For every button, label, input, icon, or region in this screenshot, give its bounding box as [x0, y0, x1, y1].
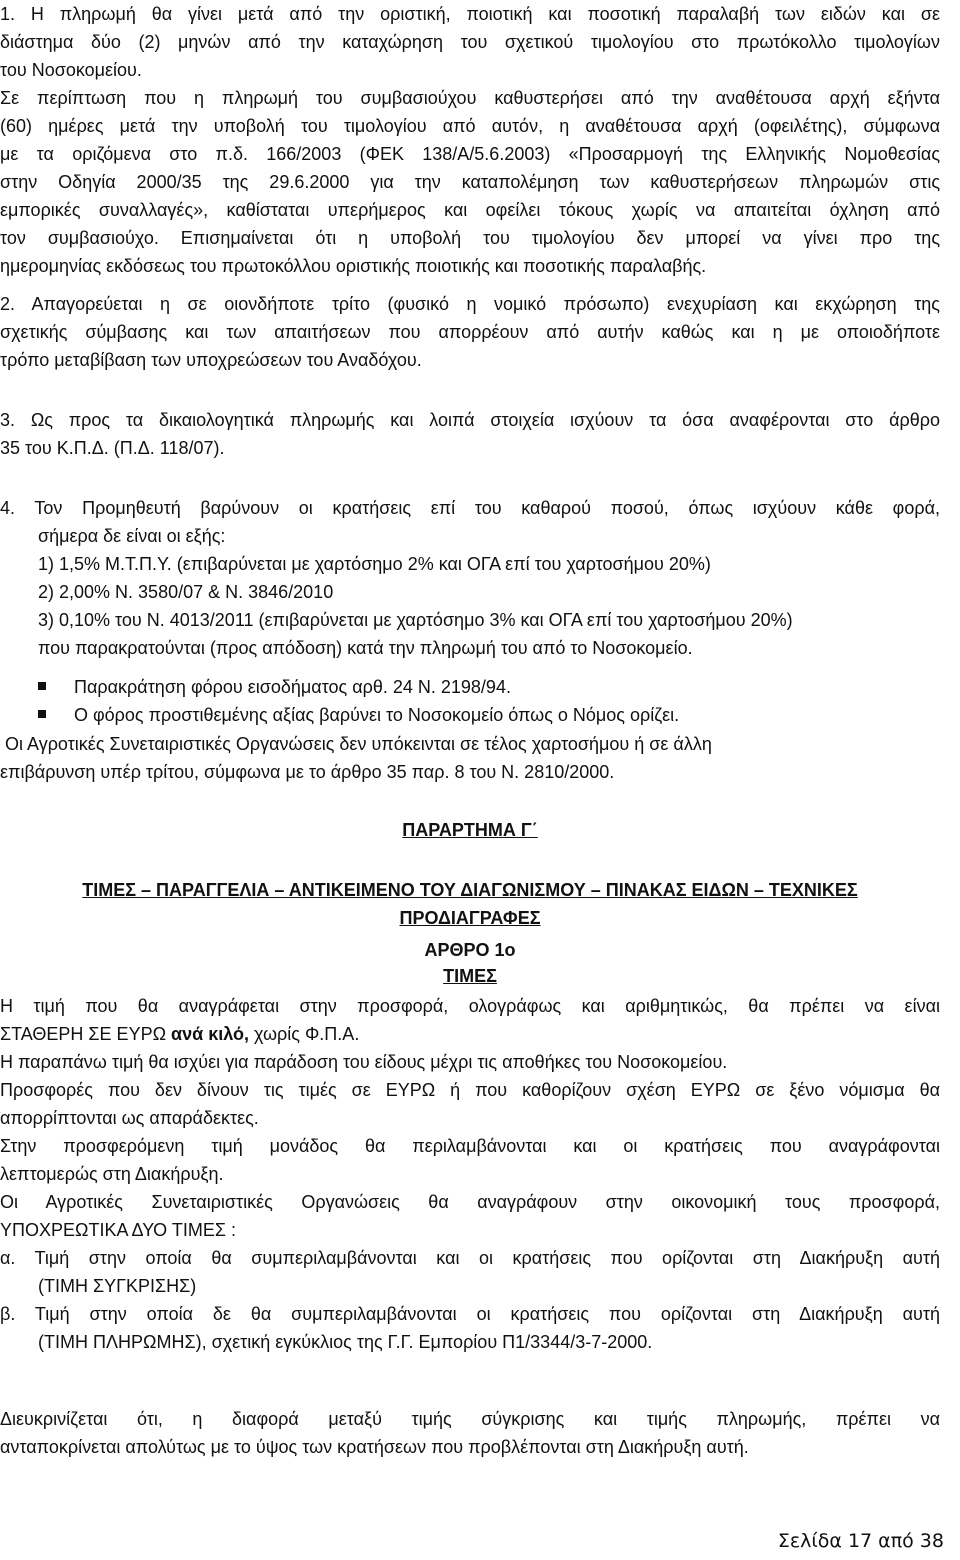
text-line: του Νοσοκομείου.	[0, 60, 142, 80]
text-line: 4. Τον Προμηθευτή βαρύνουν οι κρατήσεις επί του καθαρού ποσού, όπως ισχύουν κάθε φορά,	[0, 498, 940, 518]
annex-subtitle-line: ΤΙΜΕΣ – ΠΑΡΑΓΓΕΛΙΑ – ΑΝΤΙΚΕΙΜΕΝΟ ΤΟΥ ΔΙΑΓΩΝΙΣΜΟΥ – ΠΙΝΑΚΑΣ ΕΙΔΩΝ – ΤΕΧΝΙΚΕΣ	[82, 880, 858, 900]
page-number: Σελίδα 17 από 38	[777, 1530, 944, 1552]
text-line: 35 του Κ.Π.Δ. (Π.Δ. 118/07).	[0, 438, 225, 458]
text-line: στην Οδηγία 2000/35 της 29.6.2000 για την καταπολέμηση των καθυστερήσεων πληρωμών στις	[0, 172, 940, 192]
text-line	[0, 1020, 940, 1048]
square-bullet-icon	[38, 710, 46, 718]
text-line: Προσφορές που δεν δίνουν τις τιμές σε ΕΥΡΩ ή που καθορίζουν σχέση ΕΥΡΩ σε ξένο νόμισμα θα	[0, 1080, 940, 1100]
text-line: Στην προσφερόμενη τιμή μονάδος θα περιλαμβάνονται και οι κρατήσεις που αναγράφονται	[0, 1136, 940, 1156]
deductions-paragraph	[0, 494, 940, 662]
text-line: 1. Η πληρωμή θα γίνει μετά από την οριστική, ποιοτική και ποσοτική παραλαβή των ειδών και σε	[0, 4, 940, 24]
annex-subtitle	[0, 876, 940, 932]
text-line: διάστημα δύο (2) μηνών από την καταχώρηση του σχετικού τιμολογίου στο πρωτόκολλο τιμολογίων	[0, 32, 940, 52]
payment-documents-paragraph	[0, 406, 940, 462]
text-line: εμπορικές συναλλαγές», καθίσταται υπερήμερος και οφείλει τόκους χωρίς να απαιτείται όχληση από	[0, 200, 940, 220]
deduction-item: που παρακρατούνται (προς απόδοση) κατά την πληρωμή του από το Νοσοκομείο.	[38, 638, 693, 658]
text-line: σχετικής σύμβασης και των απαιτήσεων που απορρέουν από αυτήν καθώς και η με οποιοδήποτε	[0, 322, 940, 342]
article-heading: ΑΡΘΡΟ 1ο	[424, 940, 516, 960]
text-fragment: ΣΤΑΘΕΡΗ ΣΕ ΕΥΡΩ	[0, 1024, 172, 1044]
deduction-item: 3) 0,10% του Ν. 4013/2011 (επιβαρύνεται με χαρτόσημο 3% και ΟΓΑ επί του χαρτοσήμου 20%)	[38, 610, 793, 630]
bullet-text: Ο φόρος προστιθεμένης αξίας βαρύνει το Νοσοκομείο όπως ο Νόμος ορίζει.	[74, 705, 680, 725]
article-title: ΤΙΜΕΣ	[443, 966, 497, 986]
text-line: Η παραπάνω τιμή θα ισχύει για παράδοση του είδους μέχρι τις αποθήκες του Νοσοκομείου.	[0, 1052, 728, 1072]
text-line: Οι Αγροτικές Συνεταιριστικές Οργανώσεις θα αναγράφουν στην οικονομική τους προσφορά,	[0, 1192, 940, 1212]
bullet-item	[38, 673, 511, 701]
text-line: με τα οριζόμενα στο π.δ. 166/2003 (ΦΕΚ 138/Α/5.6.2003) «Προσαρμογή της Ελληνικής Νομοθεσίας	[0, 144, 940, 164]
square-bullet-icon	[38, 682, 46, 690]
annex-subtitle-line: ΠΡΟΔΙΑΓΡΑΦΕΣ	[399, 908, 541, 928]
text-line: (ΤΙΜΗ ΣΥΓΚΡΙΣΗΣ)	[38, 1276, 197, 1296]
deduction-item: 1) 1,5% Μ.Τ.Π.Υ. (επιβαρύνεται με χαρτόσημο 2% και ΟΓΑ επί του χαρτοσήμου 20%)	[38, 554, 711, 574]
text-line: λεπτομερώς στη Διακήρυξη.	[0, 1164, 224, 1184]
clarification-paragraph	[0, 1405, 940, 1461]
text-line: Η τιμή που θα αναγράφεται στην προσφορά, ολογράφως και αριθμητικώς, θα πρέπει να είναι	[0, 996, 940, 1016]
text-line: 3. Ως προς τα δικαιολογητικά πληρωμής και λοιπά στοιχεία ισχύουν τα όσα αναφέρονται στο άρθρο	[0, 410, 940, 430]
text-line: β. Τιμή στην οποία δε θα συμπεριλαμβάνονται οι κρατήσεις που ορίζονται στη Διακήρυξη αυτή	[0, 1304, 940, 1324]
text-line: Διευκρινίζεται ότι, η διαφορά μεταξύ τιμής σύγκρισης και τιμής πληρωμής, πρέπει να	[0, 1409, 940, 1429]
bullet-text: Παρακράτηση φόρου εισοδήματος αρθ. 24 Ν. 2198/94.	[74, 677, 511, 697]
text-line: ΥΠΟΧΡΕΩΤΙΚΑ ΔΥΟ ΤΙΜΕΣ :	[0, 1220, 236, 1240]
text-line: απορρίπτονται ως απαράδεκτες.	[0, 1108, 259, 1128]
text-fragment: χωρίς Φ.Π.Α.	[249, 1024, 360, 1044]
text-line: ανταποκρίνεται απολύτως με το ύψος των κρατήσεων που προβλέπονται στη Διακήρυξη αυτή.	[0, 1437, 749, 1457]
text-line: σήμερα δε είναι οι εξής:	[38, 526, 226, 546]
prices-section	[0, 992, 940, 1356]
text-line: Σε περίπτωση που η πληρωμή του συμβασιούχου καθυστερήσει από την αναθέτουσα αρχή εξήντα	[0, 88, 940, 108]
assignment-prohibition-paragraph	[0, 290, 940, 374]
text-line: επιβάρυνση υπέρ τρίτου, σύμφωνα με το άρθρο 35 παρ. 8 του Ν. 2810/2000.	[0, 762, 615, 782]
text-line: Οι Αγροτικές Συνεταιριστικές Οργανώσεις δεν υπόκεινται σε τέλος χαρτοσήμου ή σε άλλη	[0, 734, 712, 754]
text-line: α. Τιμή στην οποία θα συμπεριλαμβάνονται και οι κρατήσεις που ορίζονται στη Διακήρυξη αυτή	[0, 1248, 940, 1268]
text-line: τρόπο μεταβίβαση των υποχρεώσεων του Αναδόχου.	[0, 350, 422, 370]
deduction-item: 2) 2,00% Ν. 3580/07 & Ν. 3846/2010	[38, 582, 334, 602]
text-line: τον συμβασιούχο. Επισημαίνεται ότι η υποβολή του τιμολογίου δεν μπορεί να γίνει προ της	[0, 228, 940, 248]
text-line: 2. Απαγορεύεται η σε οιονδήποτε τρίτο (φυσικό η νομικό πρόσωπο) ενεχυρίαση και εκχώρηση της	[0, 294, 940, 314]
text-line: ημερομηνίας εκδόσεως του πρωτοκόλλου οριστικής ποιοτικής και ποσοτικής παραλαβής.	[0, 256, 707, 276]
text-line: (60) ημέρες μετά την υποβολή του τιμολογίου από αυτόν, η αναθέτουσα αρχή (οφειλέτης), σύμφωνα	[0, 116, 940, 136]
text-line: (ΤΙΜΗ ΠΛΗΡΩΜΗΣ), σχετική εγκύκλιος της Γ.Γ. Εμπορίου Π1/3344/3-7-2000.	[38, 1332, 653, 1352]
per-kilo-emphasis: ανά κιλό,	[171, 1024, 250, 1044]
bullet-item	[38, 701, 679, 729]
cooperatives-exemption-paragraph	[0, 730, 940, 786]
payment-terms-paragraph	[0, 0, 940, 280]
annex-title: ΠΑΡΑΡΤΗΜΑ Γ΄	[402, 820, 538, 840]
